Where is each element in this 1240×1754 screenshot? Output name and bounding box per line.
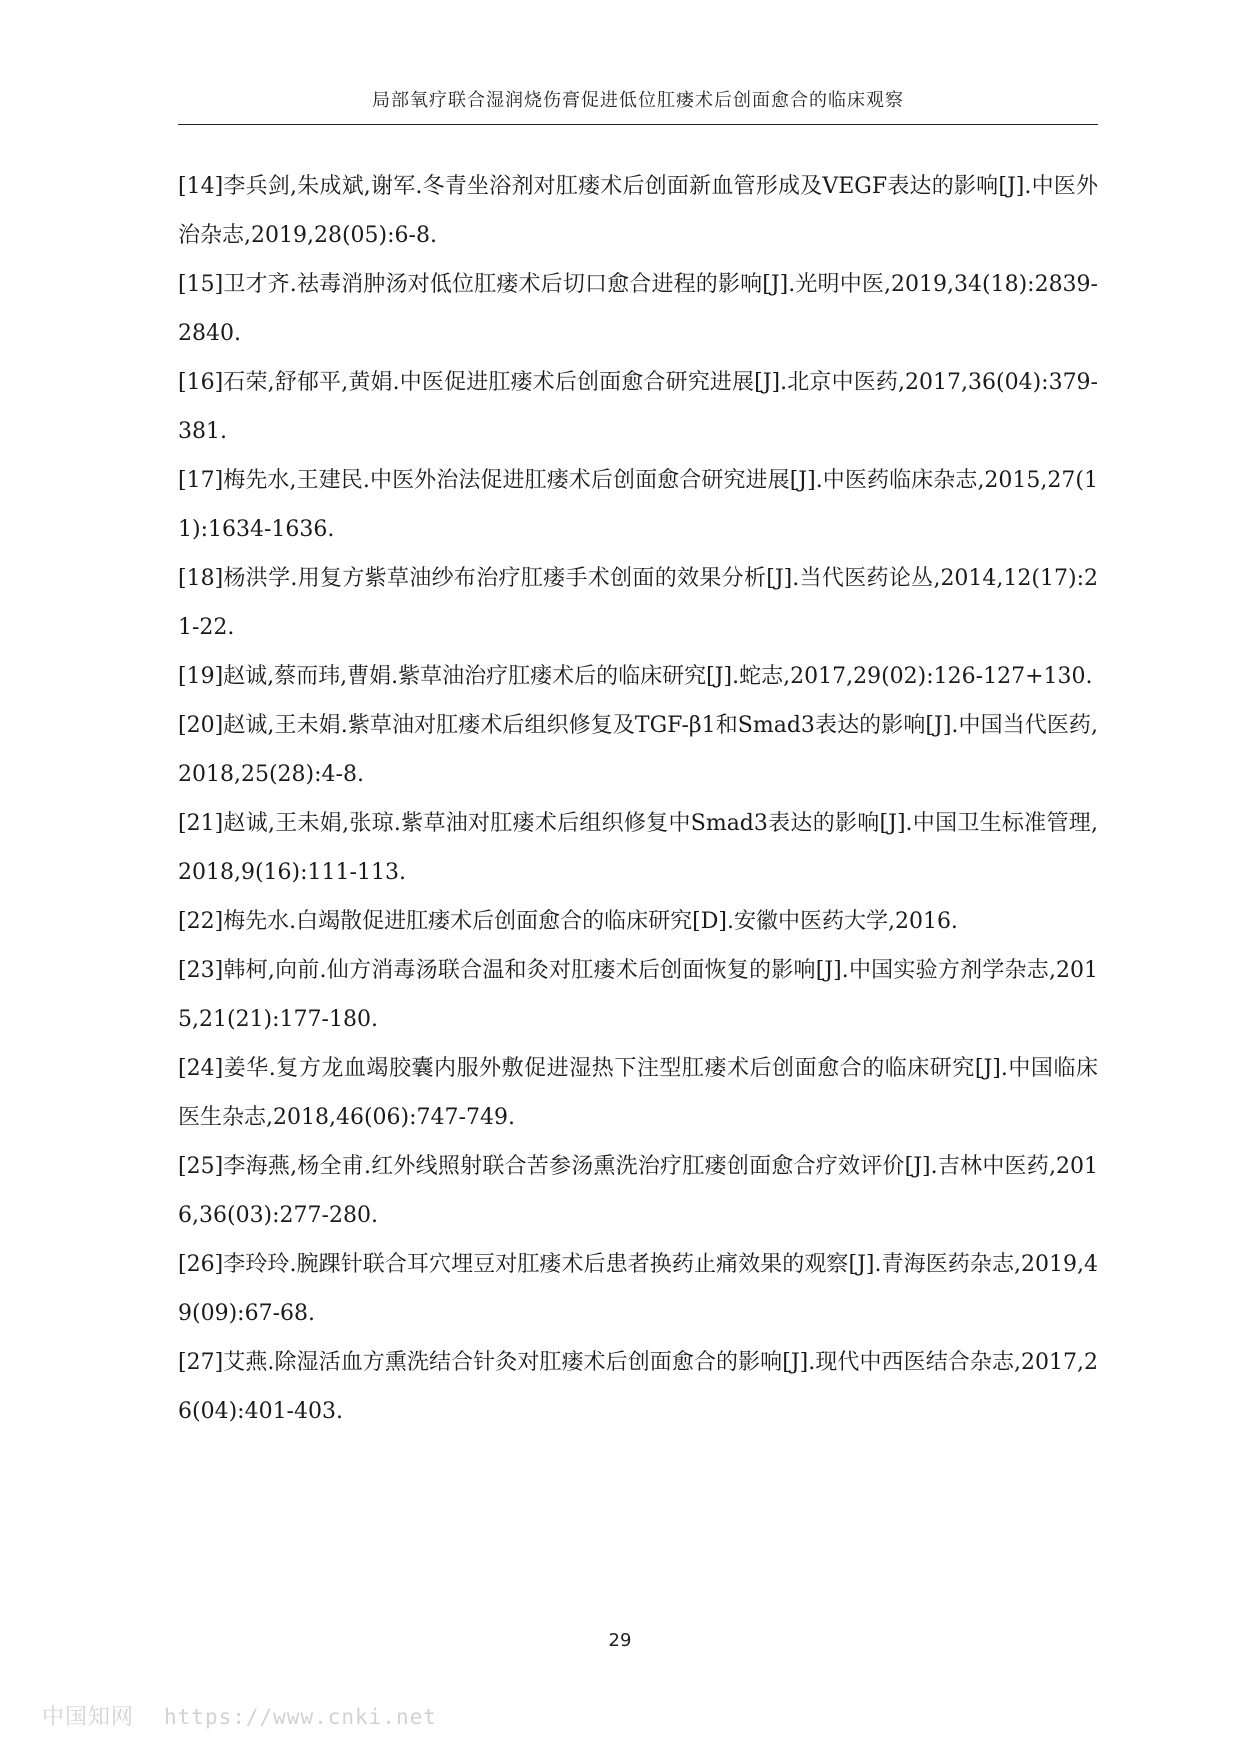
reference-16: [16]石荣,舒郁平,黄娟.中医促进肛瘘术后创面愈合研究进展[J].北京中医药,2017,36(04):379-381. [178,370,1098,444]
reference-list [178,162,1098,1436]
reference-20: [20]赵诚,王未娟.紫草油对肛瘘术后组织修复及TGF-β1和Smad3表达的影响[J].中国当代医药,2018,25(28):4-8. [178,713,1098,787]
watermark-url: https://www.cnki.net [164,1705,437,1729]
reference-23: [23]韩柯,向前.仙方消毒汤联合温和灸对肛瘘术后创面恢复的影响[J].中国实验方剂学杂志,2015,21(21):177-180. [178,958,1098,1032]
running-header: 局部氧疗联合湿润烧伤膏促进低位肛瘘术后创面愈合的临床观察 [372,90,904,111]
reference-24: [24]姜华.复方龙血竭胶囊内服外敷促进湿热下注型肛瘘术后创面愈合的临床研究[J].中国临床医生杂志,2018,46(06):747-749. [178,1056,1098,1130]
watermark-brand: 中国知网 [42,1705,135,1730]
header-rule [178,124,1098,125]
reference-22: [22]梅先水.白竭散促进肛瘘术后创面愈合的临床研究[D].安徽中医药大学,2016. [178,909,958,934]
reference-27: [27]艾燕.除湿活血方熏洗结合针灸对肛瘘术后创面愈合的影响[J].现代中西医结合杂志,2017,26(04):401-403. [178,1350,1098,1424]
cnki-watermark [42,1700,437,1731]
reference-15: [15]卫才齐.祛毒消肿汤对低位肛瘘术后切口愈合进程的影响[J].光明中医,2019,34(18):2839-2840. [178,272,1098,346]
reference-26: [26]李玲玲.腕踝针联合耳穴埋豆对肛瘘术后患者换药止痛效果的观察[J].青海医药杂志,2019,49(09):67-68. [178,1252,1098,1326]
reference-17: [17]梅先水,王建民.中医外治法促进肛瘘术后创面愈合研究进展[J].中医药临床杂志,2015,27(11):1634-1636. [178,468,1098,542]
reference-14: [14]李兵剑,朱成斌,谢军.冬青坐浴剂对肛瘘术后创面新血管形成及VEGF表达的影响[J].中医外治杂志,2019,28(05):6-8. [178,174,1098,248]
page-number: 29 [608,1630,632,1651]
reference-25: [25]李海燕,杨全甫.红外线照射联合苦参汤熏洗治疗肛瘘创面愈合疗效评价[J].吉林中医药,2016,36(03):277-280. [178,1154,1098,1228]
reference-21: [21]赵诚,王未娟,张琼.紫草油对肛瘘术后组织修复中Smad3表达的影响[J].中国卫生标准管理,2018,9(16):111-113. [178,811,1098,885]
reference-18: [18]杨洪学.用复方紫草油纱布治疗肛瘘手术创面的效果分析[J].当代医药论丛,2014,12(17):21-22. [178,566,1098,640]
reference-19: [19]赵诚,蔡而玮,曹娟.紫草油治疗肛瘘术后的临床研究[J].蛇志,2017,29(02):126-127+130. [178,664,1093,689]
